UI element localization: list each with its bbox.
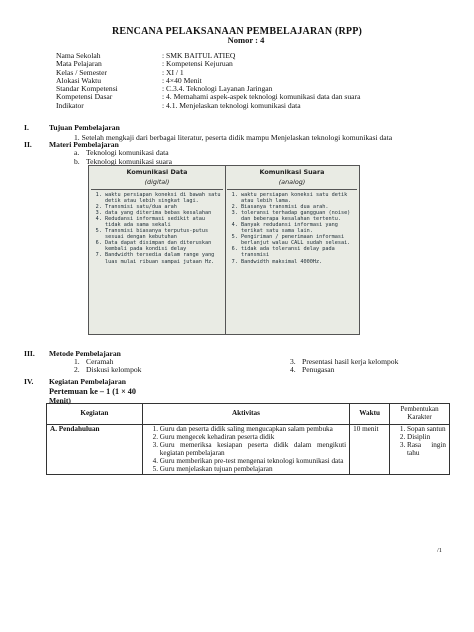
list-item: 3. Guru memeriksa kesiapan peserta didik dalam mengikuti kegiatan pembelajaran <box>160 442 346 458</box>
kegiatan-cell: A. Pendahuluan <box>47 425 143 475</box>
divider <box>91 189 223 190</box>
list-item: 1. Guru dan peserta didik saling mengucapkan salam pembuka <box>160 426 346 434</box>
list-item: 6. tidak ada toleransi delay pada transmisi <box>241 246 355 258</box>
column-header-kegiatan: Kegiatan <box>47 404 143 425</box>
list-item: 4. Redudansi informasi sedikit atau tidak ada sama sekali <box>105 216 221 228</box>
identity-key: Alokasi Waktu <box>56 75 102 85</box>
comparison-subheader: (digital) <box>144 178 170 186</box>
section-title: Materi Pembelajaran <box>49 140 119 149</box>
list-letter: b. <box>74 156 80 166</box>
identity-row <box>56 102 360 110</box>
list-item: 1. waktu persiapan koneksi di bawah satu detik atau lebih singkat lagi. <box>105 192 221 204</box>
list-item: 4. Banyak redudansi informasi yang terikat satu sama lain. <box>241 222 355 234</box>
list-item: 6. Data dapat disimpan dan diteruskan kembali pada kondisi delay <box>105 240 221 252</box>
list-item: 2. Guru mengecek kehadiran peserta didik <box>160 434 346 442</box>
document-number: Nomor : 4 <box>227 35 265 45</box>
list-item: 5. Guru menjelaskan tujuan pembelajaran <box>160 466 346 474</box>
list-item: 3. data yang diterima bebas kesalahan <box>105 210 221 216</box>
identity-key: Kelas / Semester <box>56 67 108 77</box>
aktivitas-cell <box>142 425 349 475</box>
list-item <box>74 366 141 374</box>
divider <box>227 189 357 190</box>
list-item: 1. waktu persiapan koneksi satu detik atau lebih lama. <box>241 192 355 204</box>
comparison-table-image <box>88 165 360 335</box>
aktivitas-list <box>146 426 346 473</box>
karakter-list <box>393 426 446 458</box>
column-header-aktivitas: Aktivitas <box>142 404 349 425</box>
section-number: IV. <box>24 377 34 386</box>
list-text: Penugasan <box>302 365 335 375</box>
list-letter: a. <box>74 148 80 157</box>
list-item: 1. Sopan santun <box>407 426 446 434</box>
section-title: Kegiatan Pembelajaran <box>49 377 126 386</box>
comparison-column-suara <box>225 166 359 334</box>
identity-key: Mata Pelajaran <box>56 59 102 69</box>
identity-row <box>56 69 360 77</box>
waktu-cell: 10 menit <box>350 425 390 475</box>
list-item <box>290 366 398 374</box>
section-number: III. <box>24 349 35 358</box>
metode-list-right <box>290 358 398 375</box>
column-header-karakter: Pembentukan Karakter <box>390 404 450 425</box>
section-title: Tujuan Pembelajaran <box>49 123 120 132</box>
table-header-row <box>47 404 450 425</box>
list-number: 4. <box>290 365 296 375</box>
comparison-list <box>89 192 225 265</box>
list-text: Presentasi hasil kerja kelompok <box>302 357 399 366</box>
list-number: 1. <box>74 357 80 366</box>
comparison-subheader: (analog) <box>278 178 306 186</box>
list-item: 5. Pengiriman / penerimaan informasi berlanjut walau CALL sudah selesai. <box>241 234 355 246</box>
identity-key: Standar Kompetensi <box>56 84 118 94</box>
karakter-cell <box>390 425 450 475</box>
list-text: Diskusi kelompok <box>86 365 142 375</box>
metode-list-left <box>74 358 141 375</box>
identity-value: : Kompetensi Kejuruan <box>162 59 233 69</box>
comparison-list <box>225 192 359 265</box>
pertemuan-line: Menit) <box>49 396 71 405</box>
list-text: Ceramah <box>86 357 114 366</box>
identity-value: : 4×40 Menit <box>162 75 202 85</box>
identity-key: Nama Sekolah <box>56 51 101 60</box>
page-number: /1 <box>437 547 443 554</box>
section-title: Metode Pembelajaran <box>49 349 121 358</box>
document-title: RENCANA PELAKSANAAN PEMBELAJARAN (RPP) <box>111 26 363 37</box>
identity-value: : SMK BAITUL ATIEQ <box>162 51 236 60</box>
kegiatan-table <box>46 403 450 475</box>
column-header-waktu: Waktu <box>350 404 390 425</box>
list-number: 2. <box>74 365 80 375</box>
list-item: 3. toleransi terhadap gangguan (noise) dan beberapa kesalahan tertentu. <box>241 210 355 222</box>
identity-value: : C.3.4. Teknologi Layanan Jaringan <box>162 84 273 94</box>
section-number: II. <box>24 140 32 149</box>
pertemuan-line: Pertemuan ke – 1 (1 × 40 <box>49 387 136 396</box>
list-item: 7. Bandwidth tersedia dalam range yang luas mulai ribuan sampai jutaan Hz. <box>105 252 221 264</box>
identity-value: : 4.1. Menjelaskan teknologi komunikasi data <box>162 100 301 110</box>
tujuan-item: 1. Setelah mengkaji dari berbagai literatur, peserta didik mampu Menjelaskan teknologi komunikasi data <box>74 133 393 142</box>
identity-value: : 4. Memahami aspek-aspek teknologi komunikasi data dan suara <box>162 92 361 102</box>
table-row <box>47 425 450 475</box>
list-item: 7. Bandwidth maksimal 4000Hz. <box>241 259 355 265</box>
materi-list <box>74 149 172 166</box>
list-item: 3. Rasa ingin tahu <box>407 442 446 458</box>
identity-block <box>56 52 360 110</box>
identity-value: : XI / 1 <box>162 67 184 77</box>
list-text: Teknologi komunikasi suara <box>86 156 172 166</box>
list-text: Teknologi komunikasi data <box>86 148 169 157</box>
list-item: 2. Disiplin <box>407 434 446 442</box>
identity-key: Indikator <box>56 100 84 110</box>
list-item: 2. Biasanya transmisi dua arah. <box>241 204 355 210</box>
list-item: 2. Transmisi satu/dua arah <box>105 204 221 210</box>
comparison-header: Komunikasi Suara <box>259 168 325 176</box>
list-item: 4. Guru memberikan pre-test mengenai teknologi komunikasi data <box>160 458 346 466</box>
comparison-header: Komunikasi Data <box>126 168 188 176</box>
section-number: I. <box>24 123 29 132</box>
identity-key: Kompetensi Dasar <box>56 92 113 102</box>
list-number: 3. <box>290 357 296 366</box>
list-item: 5. Transmisi biasanya terputus-putus sesuai dengan kebutuhan <box>105 228 221 240</box>
comparison-column-data <box>89 166 226 334</box>
